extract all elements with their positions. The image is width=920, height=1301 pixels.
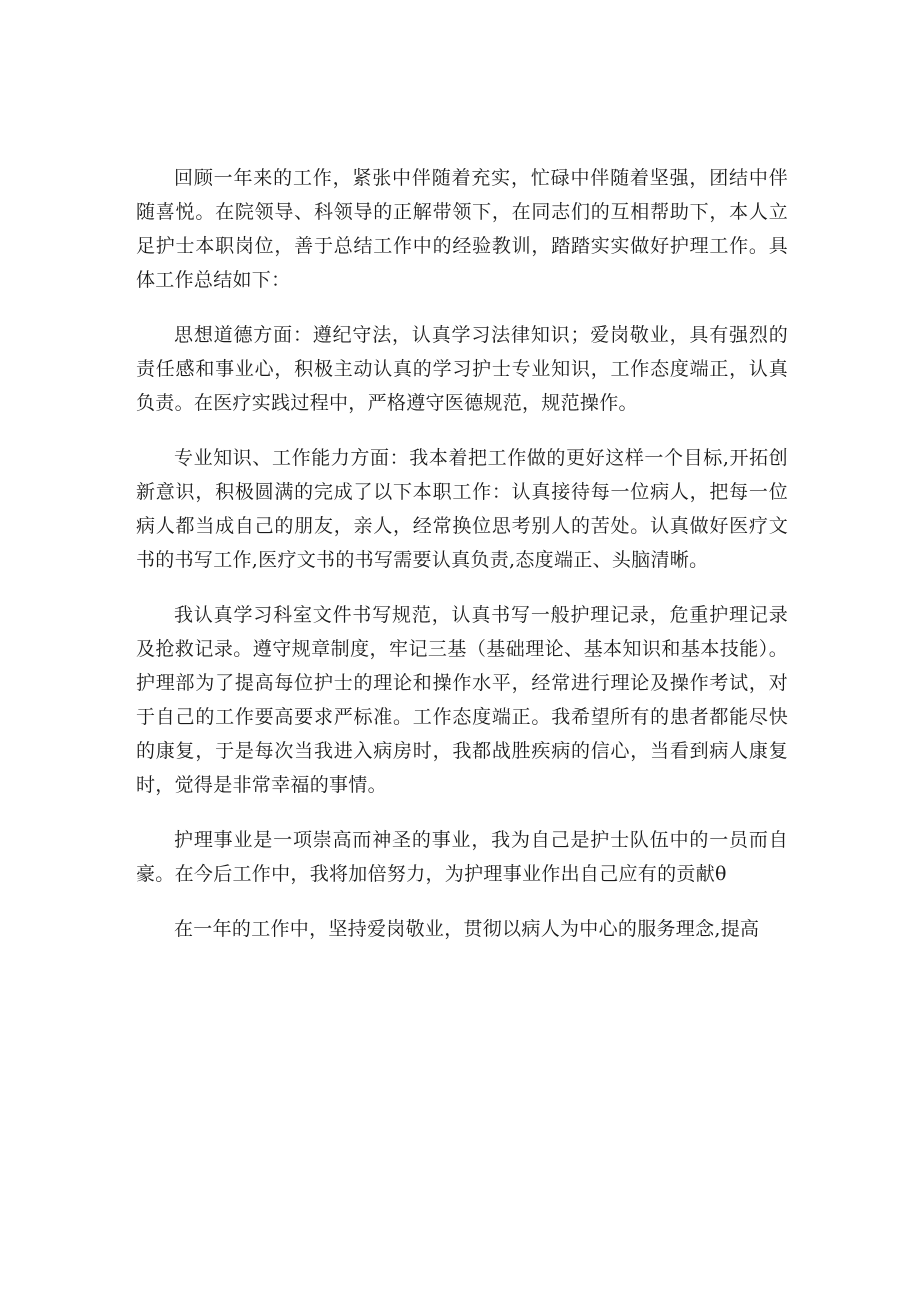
- paragraph-nursing-records: 我认真学习科室文件书写规范，认真书写一般护理记录，危重护理记录及抢救记录。遵守规章制度，牢记三基（基础理论、基本知识和基本技能）。护理部为了提高每位护士的理论和操作水平，经常进行理论及操作考试，对于自己的工作要高要求严标准。工作态度端正。我希望所有的患者都能尽快的康复，于是每次当我进入病房时，我都战胜疾病的信心，当看到病人康复时，觉得是非常幸福的事情。: [136, 604, 788, 796]
- paragraph-nursing-career: 护理事业是一项崇高而神圣的事业，我为自己是护士队伍中的一员而自豪。在今后工作中，我将加倍努力，为护理事业作出自己应有的贡献θ: [136, 829, 788, 885]
- paragraph-review: 回顾一年来的工作，紧张中伴随着充实，忙碌中伴随着坚强，团结中伴随喜悦。在院领导、科领导的正解带领下，在同志们的互相帮助下，本人立足护士本职岗位，善于总结工作中的经验教训，踏踏实实做好护理工作。具体工作总结如下：: [136, 167, 788, 291]
- document-body: [136, 161, 788, 967]
- paragraph-ideology-morality: 思想道德方面：遵纪守法，认真学习法律知识；爱岗敬业，具有强烈的责任感和事业心，积极主动认真的学习护士专业知识，工作态度端正，认真负责。在医疗实践过程中，严格遵守医德规范，规范操作。: [136, 324, 788, 414]
- paragraph-professional-ability: 专业知识、工作能力方面：我本着把工作做的更好这样一个目标,开拓创新意识，积极圆满的完成了以下本职工作：认真接待每一位病人，把每一位病人都当成自己的朋友，亲人，经常换位思考别人的苦处。认真做好医疗文书的书写工作,医疗文书的书写需要认真负责,态度端正、头脑清晰。: [136, 447, 788, 571]
- paragraph-year-work: 在一年的工作中，坚持爱岗敬业，贯彻以病人为中心的服务理念,提高: [174, 918, 760, 940]
